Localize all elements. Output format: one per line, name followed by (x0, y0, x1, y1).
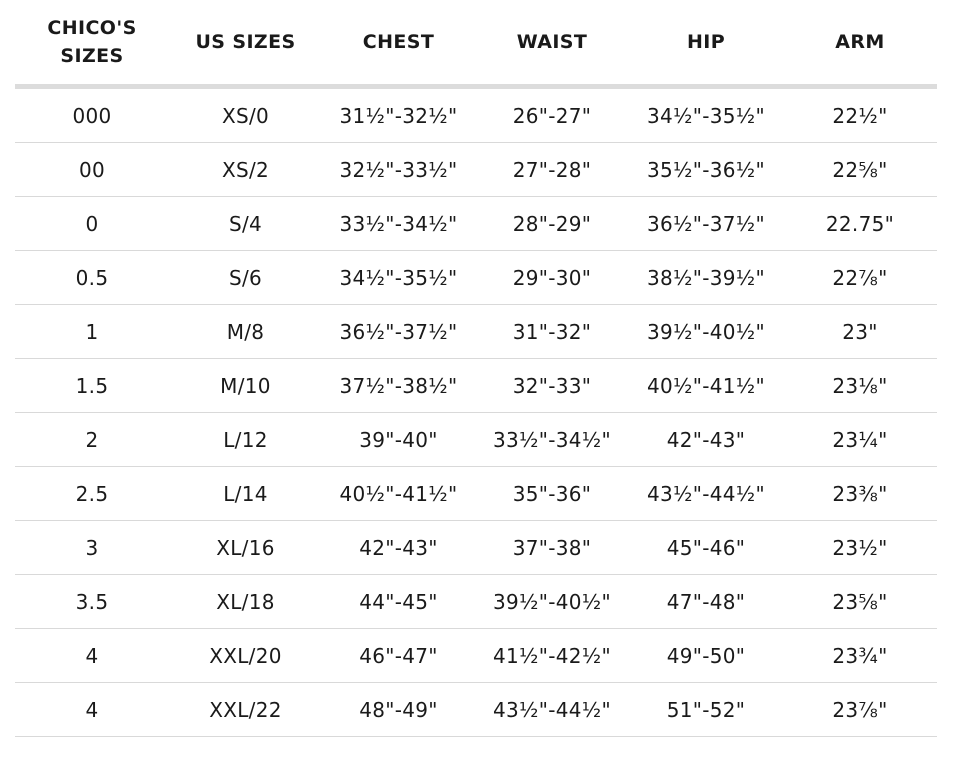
header-hip: HIP (629, 0, 783, 87)
cell-hip: 40½"-41½" (629, 359, 783, 413)
cell-chest: 39"-40" (322, 413, 475, 467)
table-body (15, 87, 937, 737)
cell-us-size: S/6 (169, 251, 322, 305)
cell-hip: 39½"-40½" (629, 305, 783, 359)
cell-chicos-size: 2 (15, 413, 169, 467)
cell-waist: 39½"-40½" (475, 575, 629, 629)
cell-us-size: XS/0 (169, 87, 322, 143)
table-row (15, 413, 937, 467)
cell-arm: 22⅞" (783, 251, 937, 305)
cell-chest: 46"-47" (322, 629, 475, 683)
cell-hip: 47"-48" (629, 575, 783, 629)
cell-hip: 38½"-39½" (629, 251, 783, 305)
table-row (15, 575, 937, 629)
cell-chicos-size: 3 (15, 521, 169, 575)
size-chart-table (15, 0, 937, 737)
cell-waist: 31"-32" (475, 305, 629, 359)
cell-us-size: XL/16 (169, 521, 322, 575)
table-row (15, 683, 937, 737)
cell-chicos-size: 1.5 (15, 359, 169, 413)
cell-arm: 23½" (783, 521, 937, 575)
cell-hip: 36½"-37½" (629, 197, 783, 251)
cell-waist: 26"-27" (475, 87, 629, 143)
header-us-sizes: US SIZES (169, 0, 322, 87)
cell-chest: 44"-45" (322, 575, 475, 629)
cell-us-size: XXL/20 (169, 629, 322, 683)
header-row (15, 0, 937, 87)
cell-chicos-size: 00 (15, 143, 169, 197)
cell-hip: 49"-50" (629, 629, 783, 683)
cell-chest: 32½"-33½" (322, 143, 475, 197)
cell-hip: 51"-52" (629, 683, 783, 737)
table-row (15, 251, 937, 305)
cell-waist: 43½"-44½" (475, 683, 629, 737)
cell-chicos-size: 1 (15, 305, 169, 359)
cell-arm: 23⅜" (783, 467, 937, 521)
cell-chicos-size: 000 (15, 87, 169, 143)
cell-us-size: XXL/22 (169, 683, 322, 737)
header-chest: CHEST (322, 0, 475, 87)
cell-us-size: XL/18 (169, 575, 322, 629)
table-row (15, 143, 937, 197)
header-waist: WAIST (475, 0, 629, 87)
cell-waist: 28"-29" (475, 197, 629, 251)
cell-us-size: M/10 (169, 359, 322, 413)
cell-hip: 43½"-44½" (629, 467, 783, 521)
cell-arm: 22⅝" (783, 143, 937, 197)
cell-chest: 34½"-35½" (322, 251, 475, 305)
cell-us-size: L/14 (169, 467, 322, 521)
header-arm: ARM (783, 0, 937, 87)
cell-chicos-size: 2.5 (15, 467, 169, 521)
table-row (15, 87, 937, 143)
cell-us-size: M/8 (169, 305, 322, 359)
cell-chicos-size: 4 (15, 629, 169, 683)
cell-waist: 35"-36" (475, 467, 629, 521)
cell-arm: 23¼" (783, 413, 937, 467)
cell-chest: 48"-49" (322, 683, 475, 737)
table-row (15, 305, 937, 359)
cell-chest: 31½"-32½" (322, 87, 475, 143)
table-row (15, 467, 937, 521)
cell-chest: 42"-43" (322, 521, 475, 575)
cell-chest: 37½"-38½" (322, 359, 475, 413)
cell-us-size: L/12 (169, 413, 322, 467)
cell-hip: 45"-46" (629, 521, 783, 575)
table-row (15, 359, 937, 413)
cell-chicos-size: 0 (15, 197, 169, 251)
table-row (15, 629, 937, 683)
cell-waist: 32"-33" (475, 359, 629, 413)
cell-arm: 22.75" (783, 197, 937, 251)
cell-hip: 34½"-35½" (629, 87, 783, 143)
cell-us-size: XS/2 (169, 143, 322, 197)
cell-arm: 23¾" (783, 629, 937, 683)
cell-hip: 42"-43" (629, 413, 783, 467)
cell-chest: 36½"-37½" (322, 305, 475, 359)
header-chicos-sizes: CHICO'S SIZES (15, 0, 169, 87)
cell-arm: 23⅝" (783, 575, 937, 629)
cell-chicos-size: 4 (15, 683, 169, 737)
table-row (15, 197, 937, 251)
cell-us-size: S/4 (169, 197, 322, 251)
cell-waist: 27"-28" (475, 143, 629, 197)
cell-arm: 23⅞" (783, 683, 937, 737)
cell-waist: 33½"-34½" (475, 413, 629, 467)
cell-chicos-size: 0.5 (15, 251, 169, 305)
table-row (15, 521, 937, 575)
cell-chest: 40½"-41½" (322, 467, 475, 521)
table-header (15, 0, 937, 87)
cell-arm: 22½" (783, 87, 937, 143)
cell-arm: 23" (783, 305, 937, 359)
cell-hip: 35½"-36½" (629, 143, 783, 197)
cell-waist: 37"-38" (475, 521, 629, 575)
cell-waist: 29"-30" (475, 251, 629, 305)
cell-waist: 41½"-42½" (475, 629, 629, 683)
cell-arm: 23⅛" (783, 359, 937, 413)
cell-chest: 33½"-34½" (322, 197, 475, 251)
cell-chicos-size: 3.5 (15, 575, 169, 629)
